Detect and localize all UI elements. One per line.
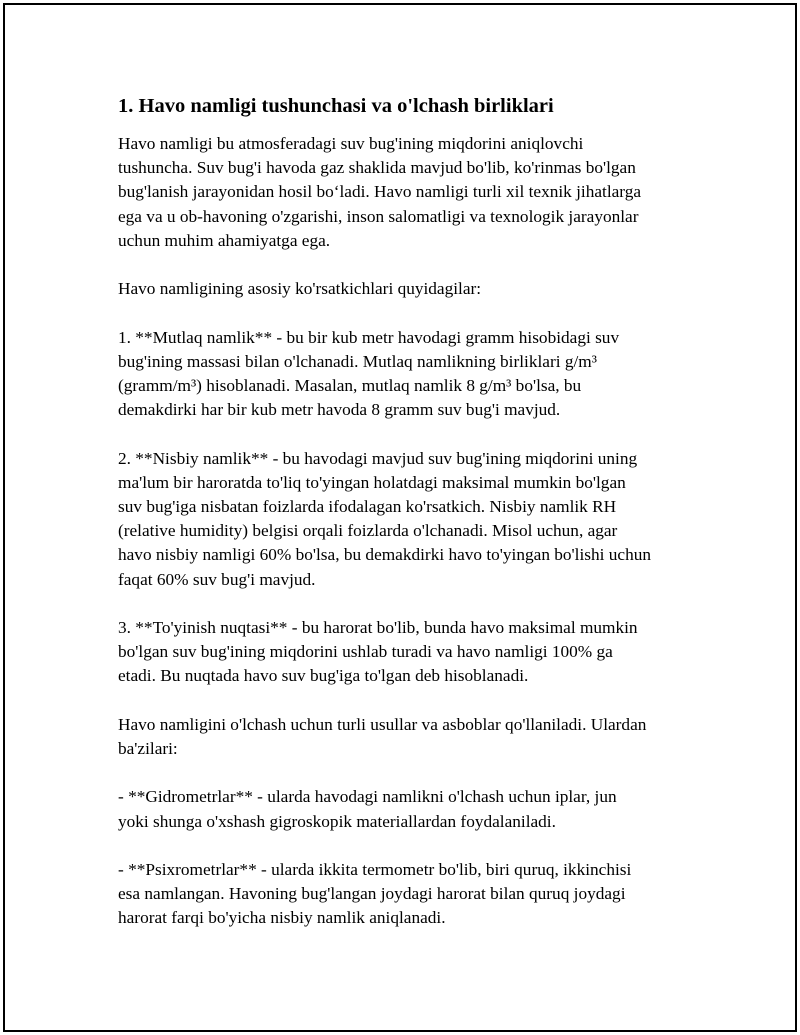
paragraph-hygrometers: - **Gidrometrlar** - ularda havodagi namlikni o'lchash uchun iplar, jun yoki shunga o'xshash gigroskopik materiallardan foydalaniladi. <box>118 787 617 831</box>
paragraph-intro: Havo namligi bu atmosferadagi suv bug'ining miqdorini aniqlovchi tushuncha. Suv bug'i havoda gaz shaklida mavjud bo'lib, ko'rinmas bo'lgan bug'lanish jarayonidan hosil bo‘ladi. Havo namligi turli xil texnik jihatlarga ega va u ob-havoning o'zgarishi, inson salomatligi va texnologik jarayonlar uchun muhim ahamiyatga ega. <box>118 134 642 250</box>
paragraph-methods-lead: Havo namligini o'lchash uchun turli usullar va asboblar qo'llaniladi. Ulardan ba'zilari: <box>118 714 647 758</box>
paragraph-relative-humidity: 2. **Nisbiy namlik** - bu havodagi mavjud suv bug'ining miqdorini uning ma'lum bir haroratda to'liq to'yingan holatdagi maksimal mumkin bo'lgan suv bug'iga nisbatan foizlarda ifodalagan ko'rsatkich. Nisbiy namlik RH (relative humidity) belgisi orqali foizlarda o'lchanadi. Misol uchun, agar havo nisbiy namligi 60% bo'lsa, bu demakdirki havo to'yingan bo'lishi uchun faqat 60% suv bug'i mavjud. <box>118 448 651 589</box>
paragraph-indicators-lead: Havo namligining asosiy ko'rsatkichlari quyidagilar: <box>118 279 482 299</box>
paragraph-absolute-humidity: 1. **Mutlaq namlik** - bu bir kub metr havodagi gramm hisobidagi suv bug'ining massasi bilan o'lchanadi. Mutlaq namlikning birliklari g/m³ (gramm/m³) hisoblanadi. Masalan, mutlaq namlik 8 g/m³ bo'lsa, bu demakdirki har bir kub metr havoda 8 gramm suv bug'i mavjud. <box>118 327 620 420</box>
section-heading: 1. Havo namligi tushunchasi va o'lchash birliklari <box>118 95 554 117</box>
document-body <box>118 92 693 955</box>
paragraph-dew-point: 3. **To'yinish nuqtasi** - bu harorat bo'lib, bunda havo maksimal mumkin bo'lgan suv bug'ining miqdorini ushlab turadi va havo namligi 100% ga etadi. Bu nuqtada havo suv bug'iga to'lgan deb hisoblanadi. <box>118 618 638 686</box>
paragraph-psychrometers: - **Psixrometrlar** - ularda ikkita termometr bo'lib, biri quruq, ikkinchisi esa namlangan. Havoning bug'langan joydagi harorat bilan quruq joydagi harorat farqi bo'yicha nisbiy namlik aniqlanadi. <box>118 859 632 928</box>
